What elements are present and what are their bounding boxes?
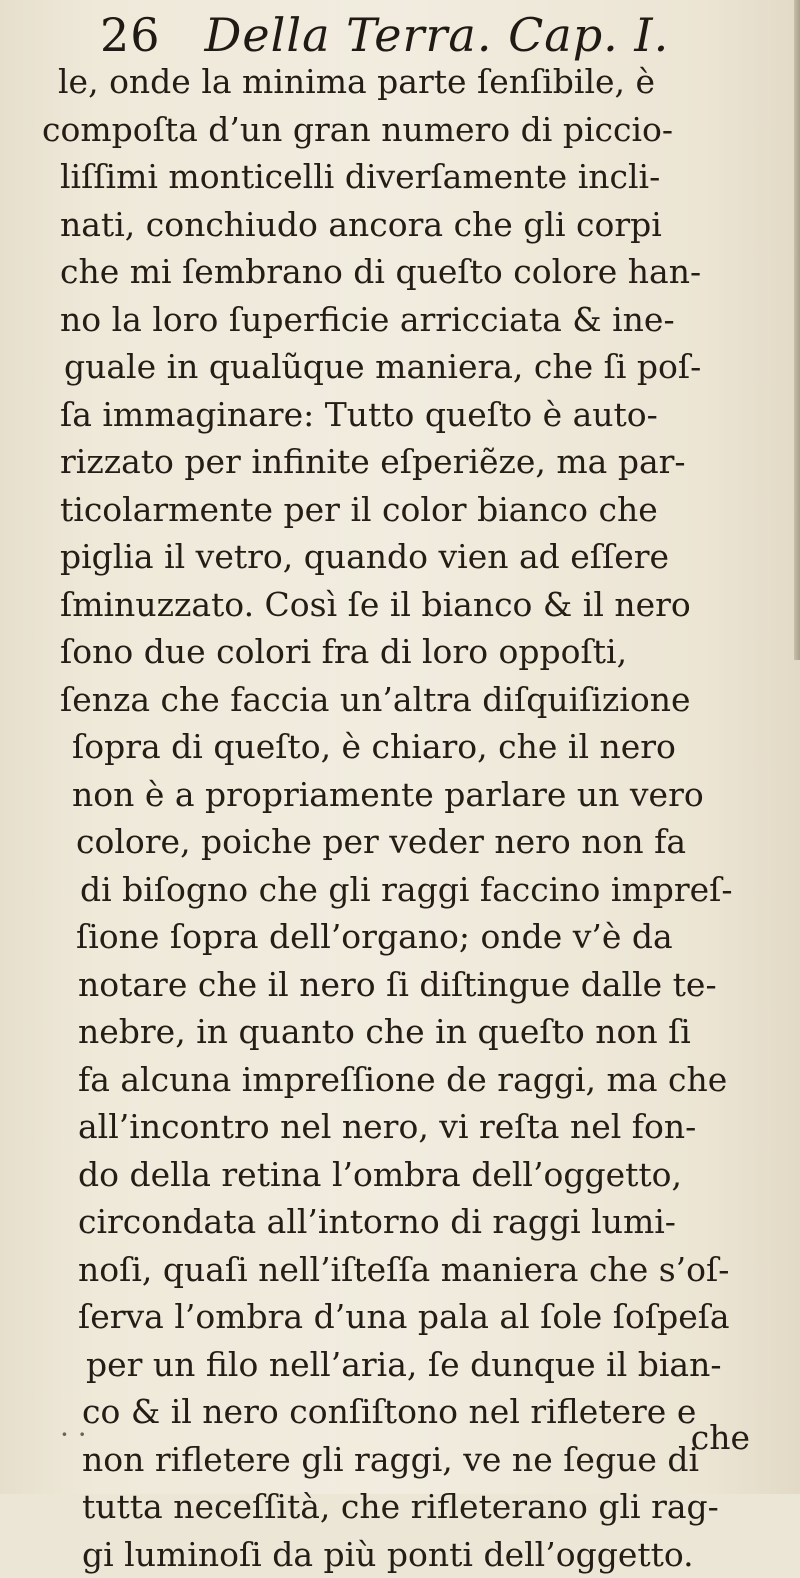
text-line: ſopra di queſto, è chiaro, che il nero xyxy=(40,723,780,771)
running-title: Della Terra. Cap. I. xyxy=(205,8,670,62)
catchword: che xyxy=(691,1418,750,1457)
text-line: ſono due colori fra di loro oppoſti, xyxy=(40,628,780,676)
text-line: tutta neceſſità, che rifleterano gli rag- xyxy=(40,1483,780,1531)
text-line: ſenza che faccia un’altra diſquiſizione xyxy=(40,676,780,724)
text-line: che mi ſembrano di queſto colore han- xyxy=(40,248,780,296)
text-line: colore, poiche per veder nero non fa xyxy=(40,818,780,866)
text-line: noſi, quaſi nell’iſteſſa maniera che s’oſ- xyxy=(40,1246,780,1294)
text-line: circondata all’intorno di raggi lumi- xyxy=(40,1198,780,1246)
text-line: gi luminoſi da più ponti dell’oggetto. xyxy=(40,1531,780,1578)
body-text xyxy=(40,58,780,1578)
page-number: 26 xyxy=(100,8,161,62)
text-line: compoſta d’un gran numero di piccio- xyxy=(40,106,780,154)
text-line: non rifletere gli raggi, ve ne ſegue di xyxy=(40,1436,780,1484)
text-line: co & il nero conſiſtono nel rifletere e xyxy=(40,1388,780,1436)
text-line: ſminuzzato. Così ſe il bianco & il nero xyxy=(40,581,780,629)
text-line: ſa immaginare: Tutto queſto è auto- xyxy=(40,391,780,439)
text-line: ſerva l’ombra d’una pala al ſole ſoſpeſa xyxy=(40,1293,780,1341)
text-line: di biſogno che gli raggi faccino impreſ- xyxy=(40,866,780,914)
text-line: non è a propriamente parlare un vero xyxy=(40,771,780,819)
page-edge xyxy=(794,0,800,660)
text-line: all’incontro nel nero, vi reſta nel fon- xyxy=(40,1103,780,1151)
text-line: nati, conchiudo ancora che gli corpi xyxy=(40,201,780,249)
catchword-line xyxy=(60,1418,750,1468)
text-line: no la loro ſuperficie arricciata & ine- xyxy=(40,296,780,344)
text-line: le, onde la minima parte ſenſibile, è xyxy=(40,58,780,106)
text-line: do della retina l’ombra dell’oggetto, xyxy=(40,1151,780,1199)
text-line: nebre, in quanto che in queſto non ſi xyxy=(40,1008,780,1056)
text-line: guale in qualũque maniera, che ſi poſ- xyxy=(40,343,780,391)
text-line: notare che il nero ſi diſtingue dalle te- xyxy=(40,961,780,1009)
ink-stain-icon: · · xyxy=(60,1418,87,1451)
text-line: fa alcuna impreſſione de raggi, ma che xyxy=(40,1056,780,1104)
text-line: ſione ſopra dell’organo; onde v’è da xyxy=(40,913,780,961)
text-line: piglia il vetro, quando vien ad eſſere xyxy=(40,533,780,581)
text-line: liſſimi monticelli diverſamente incli- xyxy=(40,153,780,201)
text-line: ticolarmente per il color bianco che xyxy=(40,486,780,534)
text-line: per un filo nell’aria, ſe dunque il bian- xyxy=(40,1341,780,1389)
text-line: rizzato per infinite eſperiẽze, ma par- xyxy=(40,438,780,486)
